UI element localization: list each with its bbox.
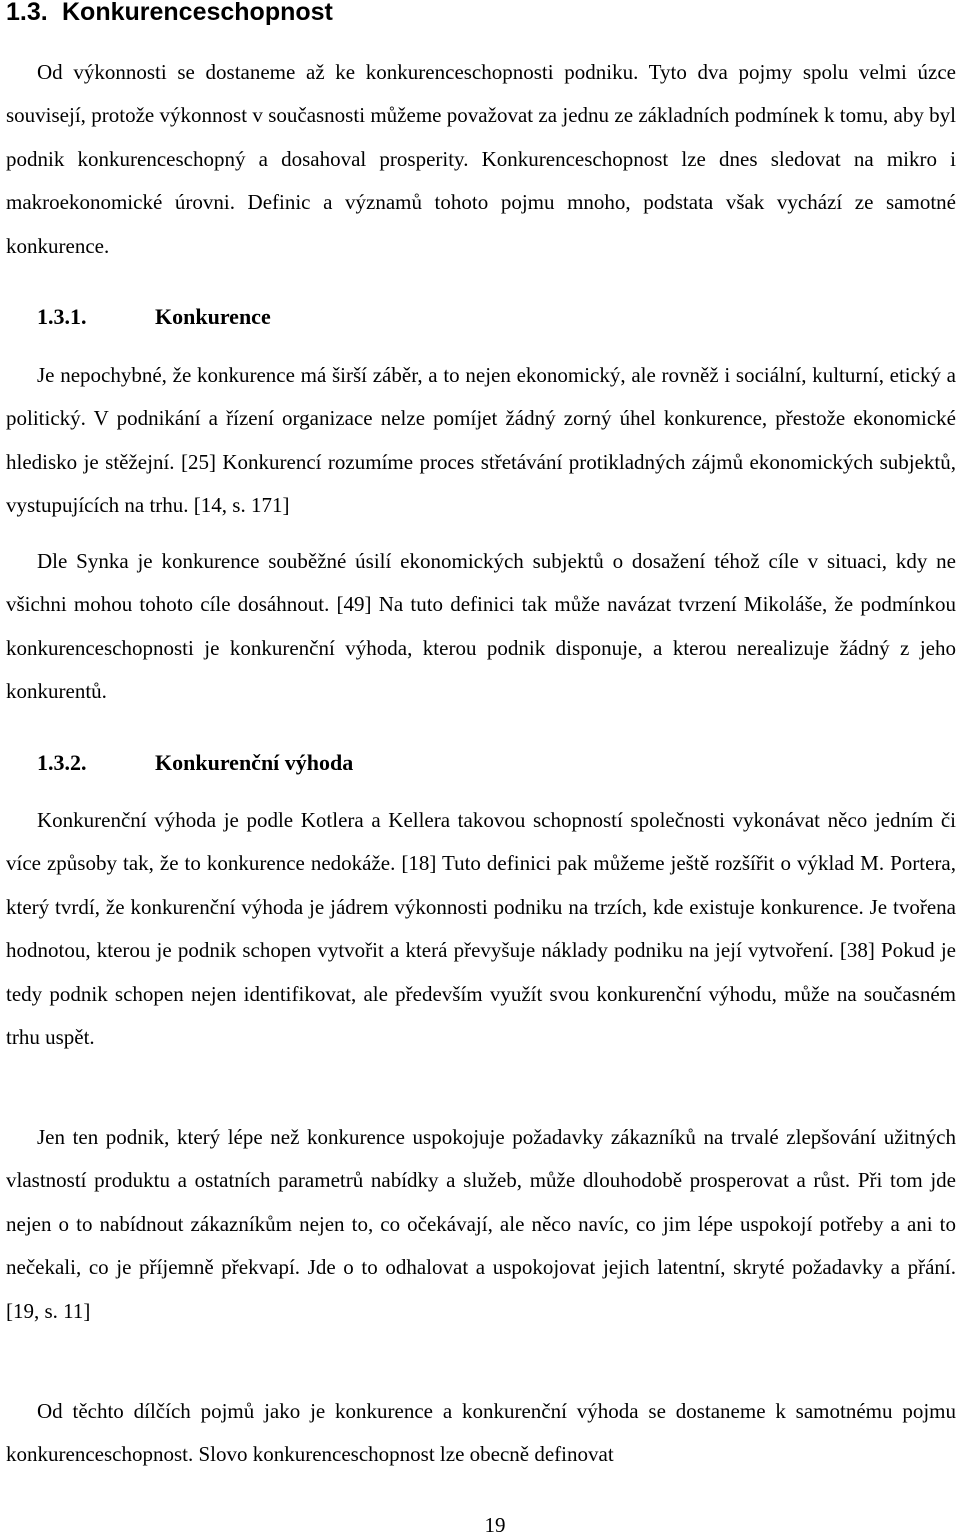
paragraph: Je nepochybné, že konkurence má širší záběr, a to nejen ekonomický, ale rovněž i sociální, kulturní, etický a politický. V podnikání a řízení organizace nelze pomíjet žádný zorný úhel konkurence, přestože ekonomické hledisko je stěžejní. [25] Konkurencí rozumíme proces střetávání protikladných zájmů ekonomických subjektů, vystupujících na trhu. [14, s. 171] [6, 363, 956, 518]
paragraph: Konkurenční výhoda je podle Kotlera a Kellera takovou schopností společnosti vykonávat něco jedním či více způsoby tak, že to konkurence nedokáže. [18] Tuto definici pak můžeme ještě rozšířit o výklad M. Portera, který tvrdí, že konkurenční výhoda je jádrem výkonnosti podniku na trzích, kde existuje konkurence. Je tvořena hodnotou, kterou je podnik schopen vytvořit a která převyšuje náklady podniku na její vytvoření. [38] Pokud je tedy podnik schopen nejen identifikovat, ale především využít svou konkurenční výhodu, může na současném trhu uspět. [6, 808, 956, 1050]
subsection-title: Konkurence [155, 304, 271, 329]
section-title: Konkurenceschopnost [62, 0, 333, 26]
paragraph: Jen ten podnik, který lépe než konkurence uspokojuje požadavky zákazníků na trvalé zlepšování užitných vlastností produktu a ostatních parametrů nabídky a služeb, může dlouhodobě prosperovat a růst. Při tom jde nejen o to nabídnout zákazníkům nejen to, co očekávají, ale něco navíc, co jim lépe uspokojí potřeby a ani to nečekali, co je příjemně překvapí. Jde o to odhalovat a uspokojovat jejich latentní, skryté požadavky a přání. [19, s. 11] [6, 1125, 956, 1323]
paragraph: Od těchto dílčích pojmů jako je konkurence a konkurenční výhoda se dostaneme k samotnému pojmu konkurenceschopnost. Slovo konkurenceschopnost lze obecně definovat [6, 1399, 956, 1467]
page-number: 19 [484, 1513, 506, 1537]
subsection-heading-konkurencni-vyhoda [37, 748, 353, 778]
subsection-number: 1.3.2. [37, 750, 87, 775]
subsection-title: Konkurenční výhoda [155, 750, 354, 775]
paragraph: Dle Synka je konkurence souběžné úsilí ekonomických subjektů o dosažení téhož cíle v situaci, kdy ne všichni mohou tohoto cíle dosáhnout. [49] Na tuto definici tak může navázat tvrzení Mikoláše, že podmínkou konkurenceschopnosti je konkurenční výhoda, kterou podnik disponuje, a kterou nerealizuje žádný z jeho konkurentů. [6, 549, 956, 704]
subsection-number: 1.3.1. [37, 304, 87, 329]
section-number: 1.3. [6, 0, 48, 26]
section-heading [6, 0, 333, 30]
subsection-heading-konkurence [37, 302, 271, 332]
section-intro-paragraph: Od výkonnosti se dostaneme až ke konkurenceschopnosti podniku. Tyto dva pojmy spolu velmi úzce souvisejí, protože výkonnost v současnosti můžeme považovat za jednu ze základních podmínek k tomu, aby byl podnik konkurenceschopný a dosahoval prosperity. Konkurenceschopnost lze dnes sledovat na mikro i makroekonomické úrovni. Definic a významů tohoto pojmu mnoho, podstata však vychází ze samotné konkurence. [6, 60, 956, 258]
